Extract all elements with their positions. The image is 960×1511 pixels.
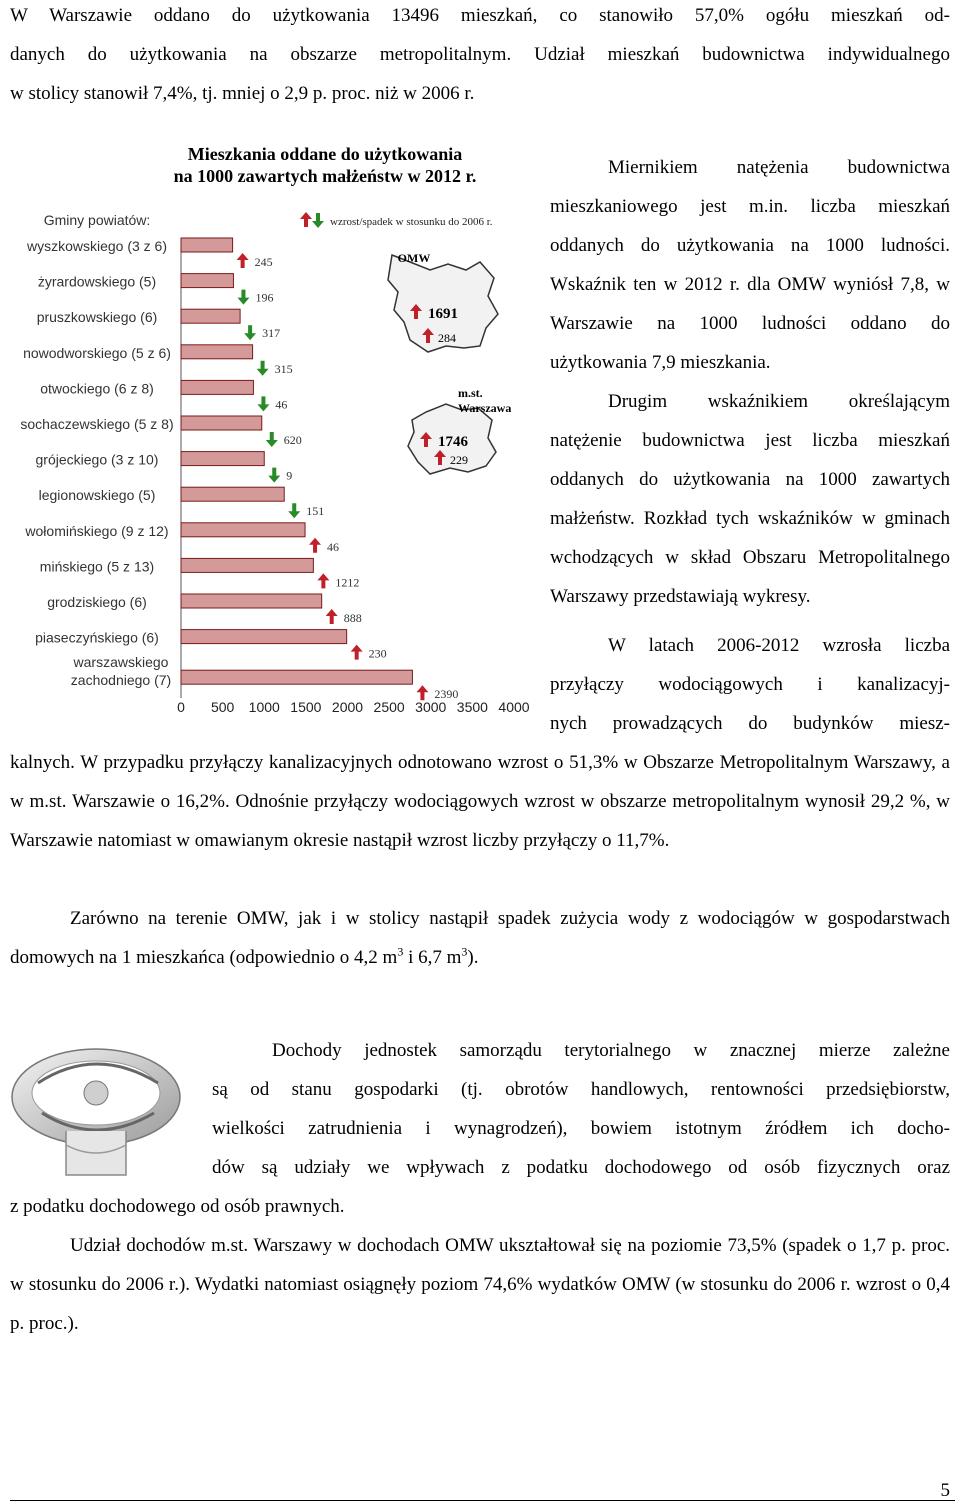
change-arrow-4-icon	[257, 396, 269, 411]
change-label-12: 2390	[434, 687, 459, 702]
bar-8	[181, 523, 305, 537]
warszawa-name-2: Warszawa	[458, 401, 512, 415]
share-paragraph: Udział dochodów m.st. Warszawy w dochodach OMW ukształtował się na poziomie 73,5% (spadek o 1,7 p. proc. w stosunku do 2006 r.). Wydatki natomiast osiągnęły poziom 74,6% wydatków OMW (w stosunku do 2006 r. wzrost o 0,4 p. proc.).	[10, 1235, 950, 1334]
omw-value: 1691	[428, 306, 458, 322]
decorative-logo-icon	[8, 1035, 188, 1185]
bar-9	[181, 558, 313, 572]
change-arrow-8-icon	[309, 538, 321, 553]
change-label-8: 46	[327, 539, 340, 554]
top-paragraph-line-1: W Warszawie oddano do użytkowania 13496 mieszkań, co stanowiło 57,0% ogółu mieszkań od-	[10, 5, 950, 26]
warszawa-value: 1746	[438, 434, 468, 450]
water-text-c: ).	[467, 947, 479, 968]
x-tick-8: 4000	[498, 699, 530, 715]
category-label-7: legionowskiego (5)	[38, 487, 156, 504]
right-paragraph-3-line-1: W latach 2006-2012 wzrosła liczba	[608, 635, 950, 656]
bar-6	[181, 452, 264, 466]
x-tick-4: 2000	[331, 699, 364, 715]
water-text-b: i 6,7 m	[403, 947, 462, 968]
income-line-4: dów są udziały we wpływach z podatku dochodowego od osób fizycznych oraz	[212, 1157, 950, 1178]
income-line-1: Dochody jednostek samorządu terytorialnego w znacznej mierze zależne	[272, 1040, 950, 1061]
x-tick-2: 1000	[248, 699, 280, 715]
category-label-0: wyszkowskiego (3 z 6)	[26, 238, 168, 254]
continuation-paragraph: kalnych. W przypadku przyłączy kanalizacyjnych odnotowano wzrost o 51,3% w Obszarze Metropolitalnym Warszawy, a w m.st. Warszawie o 16,2%. Odnośnie przyłączy wodociągowych wzrost w obszarze metropolitalnym wynosił 29,2 %, w Warszawie natomiast w omawianym okresie nastąpił wzrost liczby przyłączy o 11,7%.	[10, 752, 950, 851]
change-arrow-6-icon	[268, 468, 280, 483]
change-label-1: 196	[255, 290, 274, 305]
water-text-a: Zarówno na terenie OMW, jak i w stolicy nastąpił spadek zużycia wody z wodociągów w gospodarstwach domowych na 1 mieszkańca (odpowiednio o 4,2 m	[10, 908, 950, 968]
change-label-3: 315	[274, 361, 293, 376]
category-label-6: grójeckiego (3 z 10)	[35, 451, 159, 468]
bar-12	[181, 670, 412, 684]
chart-title-line-2: na 1000 zawartych małżeństw w 2012 r.	[173, 166, 477, 186]
x-tick-0: 0	[177, 699, 185, 715]
footer-rule	[10, 1500, 955, 1501]
change-arrow-7-icon	[288, 503, 300, 518]
category-axis-title: Gminy powiatów:	[43, 212, 151, 228]
change-label-5: 620	[283, 433, 302, 447]
legend-arrow-down-icon	[312, 213, 324, 228]
x-tick-7: 3500	[456, 699, 488, 715]
change-label-10: 888	[343, 611, 362, 625]
legend-label: wzrost/spadek w stosunku do 2006 r.	[330, 216, 493, 228]
change-arrow-10-icon	[326, 609, 338, 624]
bar-2	[181, 309, 240, 323]
x-tick-3: 1500	[290, 699, 322, 715]
bar-0	[181, 238, 233, 252]
page-number: 5	[940, 1480, 950, 1501]
change-label-4: 46	[275, 397, 288, 412]
change-label-9: 1212	[335, 575, 360, 590]
category-label-8: wołomińskiego (9 z 12)	[25, 522, 169, 539]
right-paragraph-3-line-2: przyłączy wodociągowych i kanalizacyj-	[550, 674, 950, 695]
income-line-2: są od stanu gospodarki (tj. obrotów handlowych, rentowności przedsiębiorstw,	[212, 1079, 950, 1100]
warszawa-change: 229	[450, 453, 468, 467]
bar-5	[181, 416, 262, 430]
category-label-12-a: warszawskiego	[73, 654, 169, 671]
water-paragraph	[10, 899, 950, 977]
income-line-3: wielkości zatrudnienia i wynagrodzeń), bowiem istotnym źródłem ich docho-	[212, 1118, 950, 1139]
top-paragraph-line-2: danych do użytkowania na obszarze metropolitalnym. Udział mieszkań budownictwa indywidualnego	[10, 44, 950, 65]
change-arrow-5-icon	[266, 432, 278, 447]
right-paragraph-1: Miernikiem natężenia budownictwa mieszkaniowego jest m.in. liczba mieszkań oddanych do użytkowania na 1000 ludności. Wskaźnik ten w 2012 r. dla OMW wyniósł 7,8, w Warszawie na 1000 ludności oddano do użytkowania 7,9 mieszkania.	[550, 157, 950, 373]
legend-arrow-up-icon	[300, 212, 312, 227]
change-arrow-2-icon	[244, 325, 256, 340]
right-paragraph-3-line-3: nych prowadzących do budynków miesz-	[550, 713, 950, 734]
category-label-5: sochaczewskiego (5 z 8)	[20, 416, 174, 432]
omw-change: 284	[438, 331, 456, 345]
top-paragraph-line-3: w stolicy stanowił 7,4%, tj. mniej o 2,9 p. proc. niż w 2006 r.	[10, 83, 475, 104]
change-arrow-11-icon	[351, 645, 363, 660]
category-label-1: żyrardowskiego (5)	[37, 273, 157, 290]
x-tick-5: 2500	[373, 699, 405, 715]
x-tick-1: 500	[210, 699, 235, 715]
category-label-2: pruszkowskiego (6)	[36, 309, 158, 326]
category-label-4: otwockiego (6 z 8)	[40, 380, 154, 397]
change-label-11: 230	[368, 646, 387, 661]
water-sup-a: 3	[397, 944, 404, 959]
chart-title-line-1: Mieszkania oddane do użytkowania	[187, 144, 463, 164]
housing-chart	[0, 0, 545, 730]
warszawa-name-1: m.st.	[458, 386, 483, 400]
income-line-5: z podatku dochodowego od osób prawnych.	[10, 1196, 345, 1217]
bar-7	[181, 487, 284, 501]
change-label-6: 9	[286, 468, 293, 483]
change-arrow-12-icon	[416, 685, 428, 700]
change-arrow-0-icon	[237, 253, 249, 268]
change-arrow-1-icon	[237, 290, 249, 305]
category-label-3: nowodworskiego (5 z 6)	[23, 344, 171, 361]
change-label-7: 151	[306, 504, 325, 519]
right-paragraph-2: Drugim wskaźnikiem określającym natężenie budownictwa jest liczba mieszkań oddanych do użytkowania na 1000 zawartych małżeństw. Rozkład tych wskaźników w gminach wchodzących w skład Obszaru Metropolitalnego Warszawy przedstawiają wykresy.	[550, 391, 950, 607]
bar-10	[181, 594, 322, 608]
bar-4	[181, 380, 253, 394]
omw-name: OMW	[397, 251, 431, 265]
category-label-10: grodziskiego (6)	[47, 594, 147, 610]
x-tick-6: 3000	[415, 699, 447, 715]
category-label-9: mińskiego (5 z 13)	[39, 558, 155, 575]
change-arrow-9-icon	[317, 573, 329, 588]
bar-11	[181, 630, 347, 644]
bar-1	[181, 274, 233, 288]
bar-3	[181, 345, 253, 359]
change-label-2: 317	[262, 326, 281, 341]
change-arrow-3-icon	[257, 361, 269, 376]
water-sup-b: 3	[461, 944, 468, 959]
category-label-12-b: zachodniego (7)	[70, 672, 172, 689]
category-label-11: piaseczyńskiego (6)	[35, 629, 159, 646]
change-label-0: 245	[254, 255, 273, 269]
